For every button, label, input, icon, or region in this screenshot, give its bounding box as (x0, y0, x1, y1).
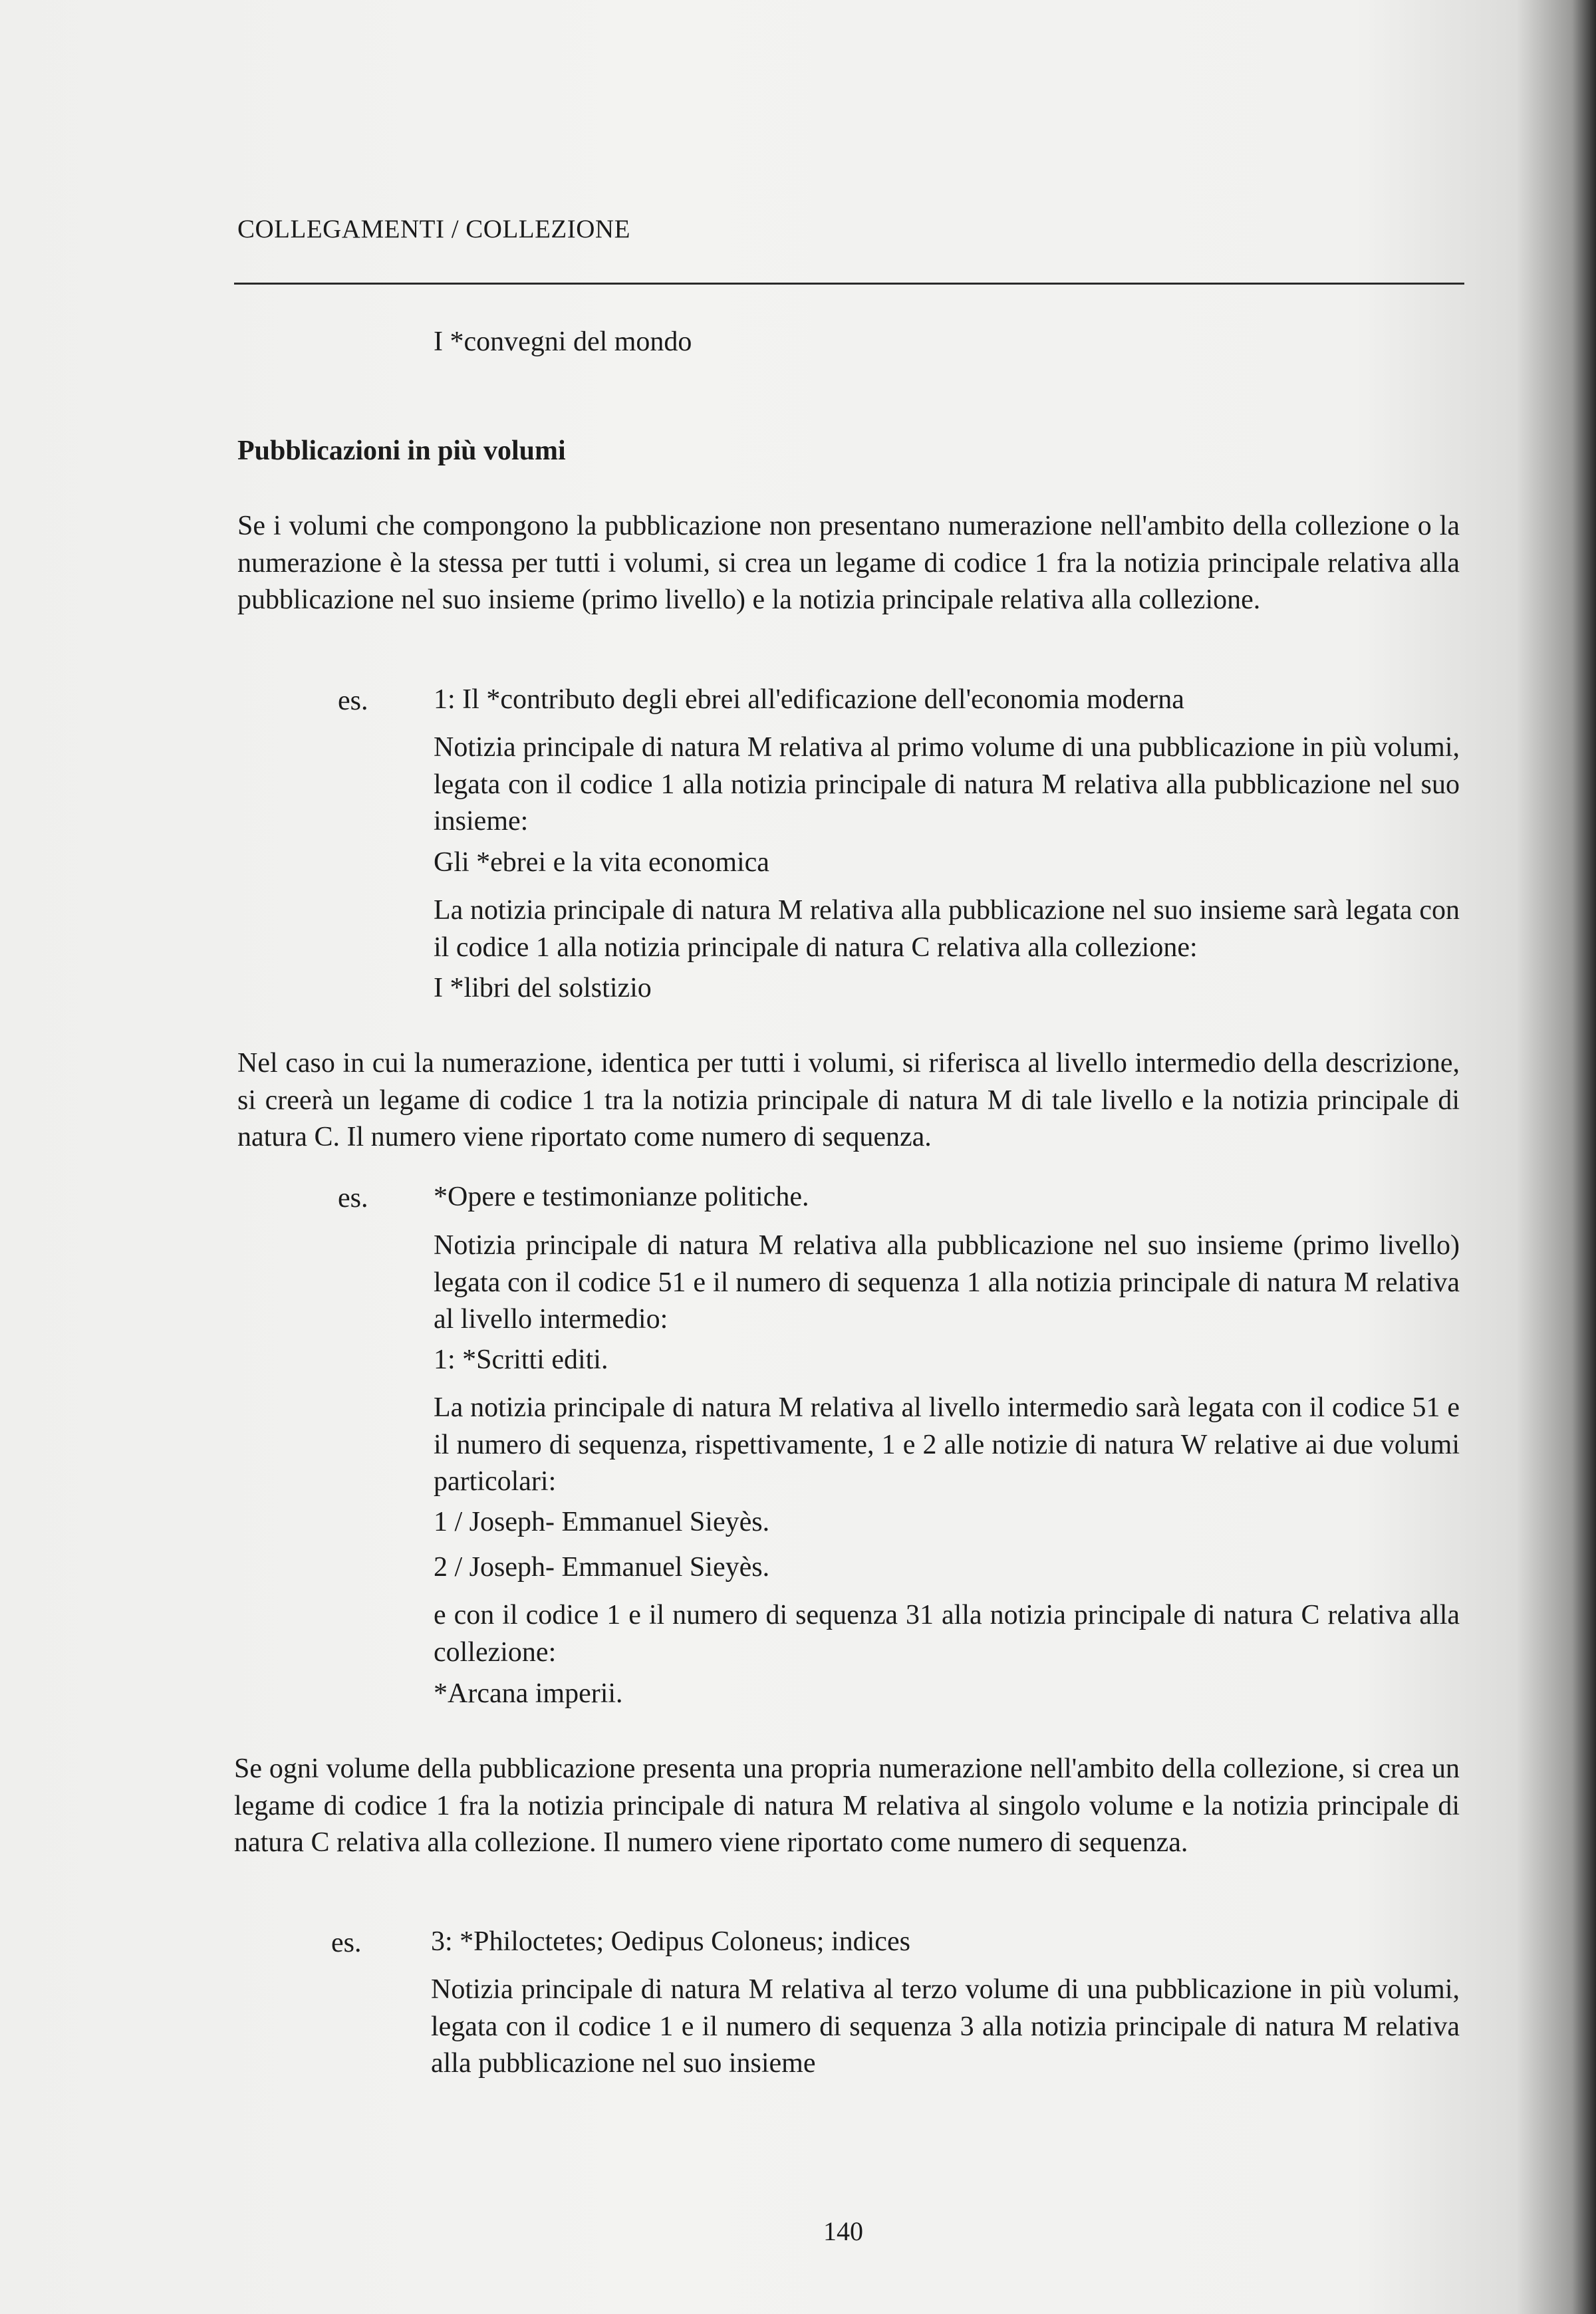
example-1-title: 1: Il *contributo degli ebrei all'edificazione dell'economia moderna (434, 684, 1184, 715)
example-1-item-1: Gli *ebrei e la vita economica (434, 847, 769, 878)
example-1-desc-1: Notizia principale di natura M relativa al primo volume di una pubblicazione in più volumi, legata con il codice 1 alla notizia principale di natura M relativa alla pubblicazione nel suo insieme: (434, 732, 1460, 836)
example-3-desc-1: Notizia principale di natura M relativa al terzo volume di una pubblicazione in più volumi, legata con il codice 1 e il numero di sequenza 3 alla notizia principale di natura M relativa alla pubblicazione nel suo insieme (431, 1974, 1460, 2079)
example-1-desc-2: La notizia principale di natura M relativa alla pubblicazione nel suo insieme sarà legata con il codice 1 alla notizia principale di natura C relativa alla collezione: (434, 895, 1460, 963)
example-label: es. (338, 686, 368, 716)
paragraph-3: Se ogni volume della pubblicazione presenta una propria numerazione nell'ambito della collezione, si crea un legame di codice 1 fra la notizia principale di natura M relativa al singolo volume e la notizia principale di natura C relativa alla collezione. Il numero viene riportato come numero di sequenza. (234, 1753, 1460, 1858)
example-1-item-2: I *libri del solstizio (434, 973, 652, 1003)
example-2-desc-3: e con il codice 1 e il numero di sequenza 31 alla notizia principale di natura C relativa alla collezione: (434, 1600, 1460, 1668)
example-2-item-1: 1: *Scritti editi. (434, 1345, 608, 1375)
intro-line: I *convegni del mondo (434, 326, 692, 357)
example-2-desc-2: La notizia principale di natura M relativa al livello intermedio sarà legata con il codice 51 e il numero di sequenza, rispettivamente, 1 e 2 alle notizie di natura W relative ai due volumi particolari: (434, 1392, 1460, 1497)
section-heading: Pubblicazioni in più volumi (237, 436, 566, 466)
example-3-title: 3: *Philoctetes; Oedipus Coloneus; indices (431, 1926, 910, 1957)
running-header: COLLEGAMENTI / COLLEZIONE (237, 215, 630, 243)
example-label: es. (338, 1183, 368, 1214)
paragraph-1: Se i volumi che compongono la pubblicazione non presentano numerazione nell'ambito della collezione o la numerazione è la stessa per tutti i volumi, si crea un legame di codice 1 fra la notizia principale relativa alla pubblicazione nel suo insieme (primo livello) e la notizia principale relativa alla collezione. (237, 511, 1460, 615)
example-2-item-4: *Arcana imperii. (434, 1678, 623, 1709)
example-2-item-2: 1 / Joseph- Emmanuel Sieyès. (434, 1507, 770, 1537)
header-rule (234, 283, 1464, 285)
page-number: 140 (823, 2216, 863, 2246)
example-2-item-3: 2 / Joseph- Emmanuel Sieyès. (434, 1552, 770, 1583)
example-label: es. (331, 1928, 362, 1958)
paragraph-2: Nel caso in cui la numerazione, identica per tutti i volumi, si riferisca al livello intermedio della descrizione, si creerà un legame di codice 1 tra la notizia principale di natura M di tale livello e la notizia principale di natura C. Il numero viene riportato come numero di sequenza. (237, 1048, 1460, 1152)
example-2-title: *Opere e testimonianze politiche. (434, 1182, 809, 1212)
example-2-desc-1: Notizia principale di natura M relativa alla pubblicazione nel suo insieme (primo livello) legata con il codice 51 e il numero di sequenza 1 alla notizia principale di natura M relativa al livello intermedio: (434, 1230, 1460, 1335)
